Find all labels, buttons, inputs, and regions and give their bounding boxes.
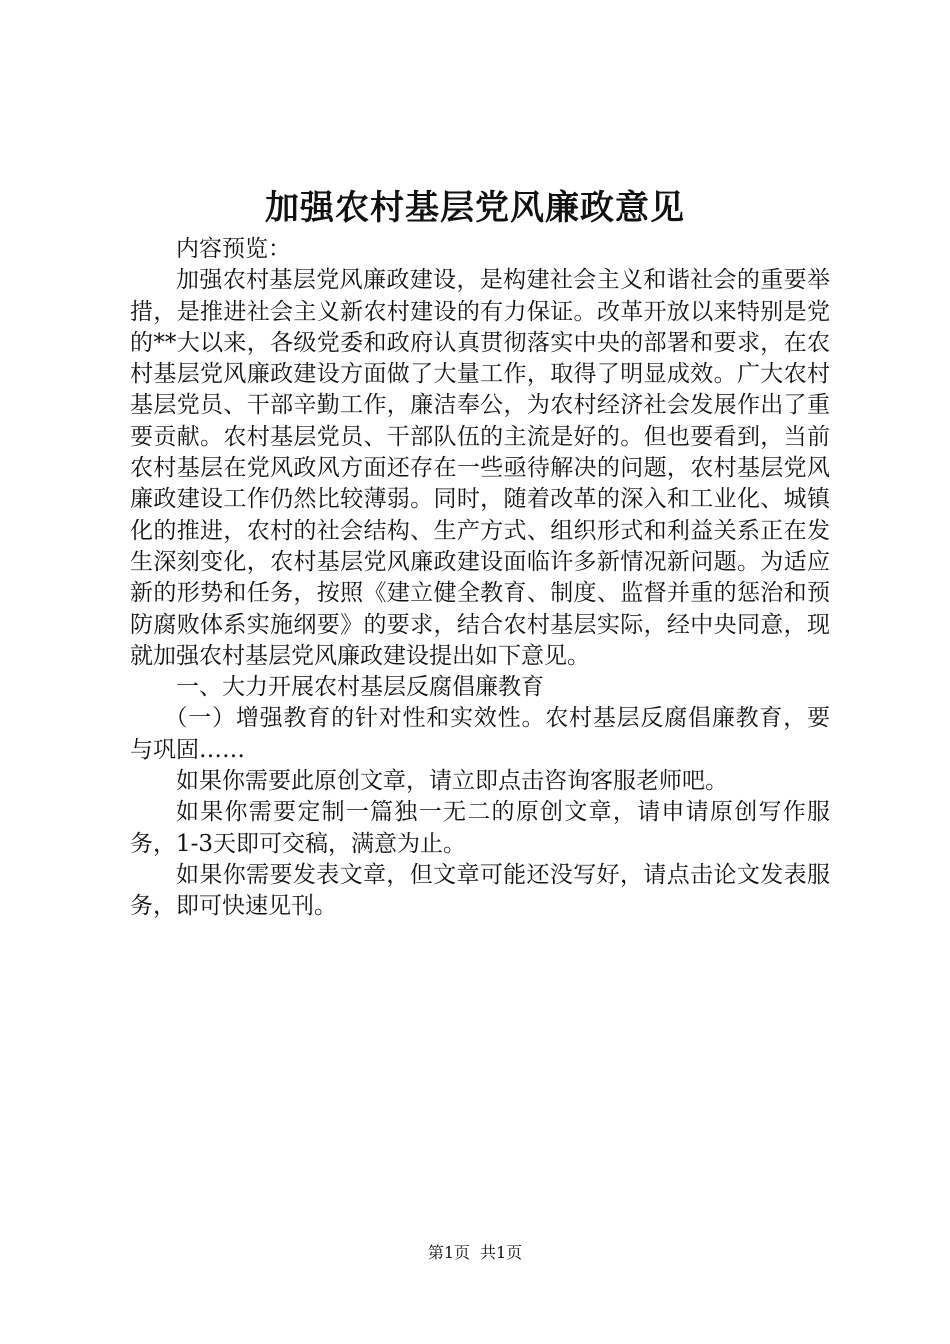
paragraph-intro: 加强农村基层党风廉政建设，是构建社会主义和谐社会的重要举措，是推进社会主义新农村建设的有力保证。改革开放以来特别是党的**大以来，各级党委和政府认真贯彻落实中央的部署和要求，在农村基层党风廉政建设方面做了大量工作，取得了明显成效。广大农村基层党员、干部辛勤工作，廉洁奉公，为农村经济社会发展作出了重要贡献。农村基层党员、干部队伍的主流是好的。但也要看到，当前农村基层在党风政风方面还存在一些亟待解决的问题，农村基层党风廉政建设工作仍然比较薄弱。同时，随着改革的深入和工业化、城镇化的推进，农村的社会结构、生产方式、组织形式和利益关系正在发生深刻变化，农村基层党风廉政建设面临许多新情况新问题。为适应新的形势和任务，按照《建立健全教育、制度、监督并重的惩治和预防腐败体系实施纲要》的要求，结合农村基层实际，经中央同意，现就加强农村基层党风廉政建设提出如下意见。: [130, 267, 830, 669]
section-heading: 一、大力开展农村基层反腐倡廉教育: [176, 674, 544, 701]
subsection-text: （一）增强教育的针对性和实效性。农村基层反腐倡廉教育，要与巩固……: [130, 705, 830, 763]
page-number-total: 共1页: [480, 1243, 523, 1262]
page-number-current: 第1页: [427, 1243, 470, 1262]
page-footer: [0, 1241, 950, 1265]
promo-publish-text[interactable]: 如果你需要发表文章，但文章可能还没写好，请点击论文发表服务，即可快速见刊。: [130, 861, 830, 920]
promo-consult-text[interactable]: 如果你需要此原创文章，请立即点击咨询客服老师吧。: [176, 768, 728, 795]
page-title: 加强农村基层党风廉政意见: [265, 188, 685, 228]
promo-custom-writing-text[interactable]: 如果你需要定制一篇独一无二的原创文章，请申请原创写作服务，1-3天即可交稿，满意为止。: [130, 799, 830, 857]
preview-label: 内容预览：: [176, 236, 291, 262]
document-body: [130, 234, 830, 923]
